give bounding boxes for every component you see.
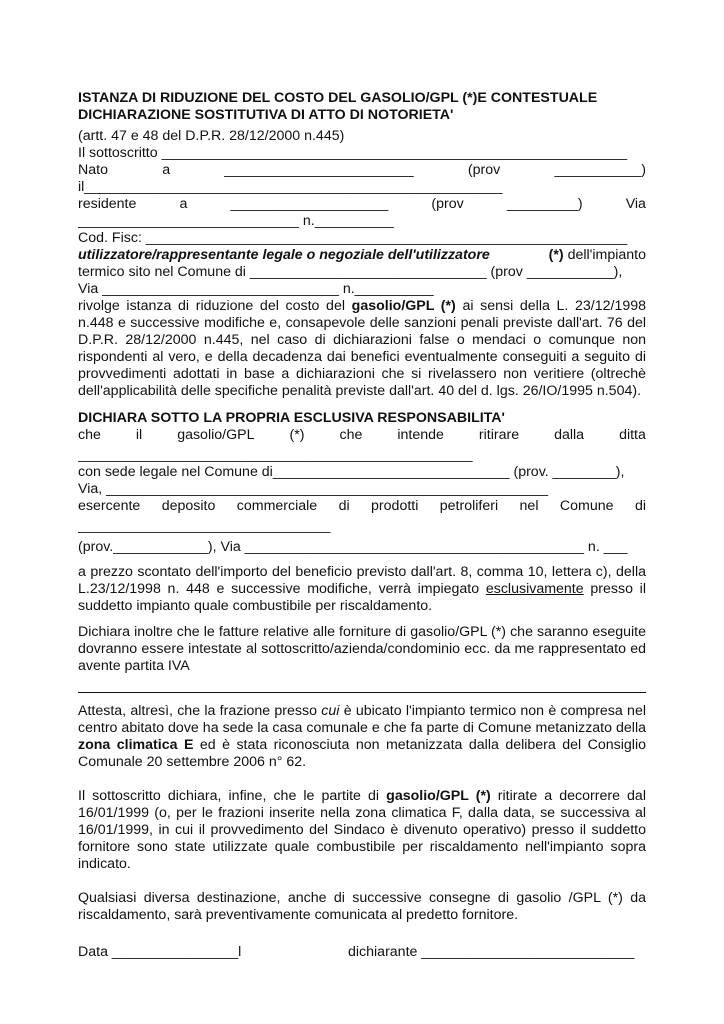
fatture-paragraph: Dichiara inoltre che le fatture relative alle forniture di gasolio/GPL (*) che saranno eseguite dovranno essere intestate al sottoscritto/azienda/condominio ecc. da me rappresentato ed avente partita IVA: [78, 624, 646, 674]
ditta-word: (*): [289, 427, 305, 443]
field-data[interactable]: Data ________________l: [78, 944, 242, 960]
istanza-paragraph: [78, 298, 646, 400]
document-title-line-2: DICHIARAZIONE SOSTITUTIVA DI ATTO DI NOTORIETA': [78, 107, 454, 123]
field-deposito-comune[interactable]: ________________________________: [78, 518, 331, 534]
field-dichiarante[interactable]: dichiarante ___________________________: [348, 944, 635, 960]
attesta-text-3: ed è stata riconosciuta non metanizzata dalla delibera del Consiglio Comunale 20 settembre 2006 n° 62.: [78, 737, 646, 770]
ruolo-text: utilizzatore/rappresentante legale o negoziale dell'utilizzatore: [78, 247, 490, 263]
residente-prov-label: (prov: [431, 196, 464, 212]
ditta-word: intende: [397, 427, 444, 443]
field-via-impianto[interactable]: Via ______________________________ n.__________: [78, 281, 434, 297]
esercente-word: deposito: [161, 498, 216, 514]
esercente-word: nel: [519, 498, 539, 514]
attesta-paragraph: [78, 703, 646, 771]
signature-row: [78, 944, 646, 961]
residente-via-label: Via: [625, 196, 646, 212]
attesta-text-1: Attesta, altresì, che la frazione presso: [78, 703, 317, 719]
ditta-row: [78, 427, 646, 444]
esercente-word: di: [634, 498, 646, 514]
ruolo-asterisk: (*): [548, 247, 564, 263]
esercente-word: petroliferi: [439, 498, 499, 514]
prezzo-text-2: presso il suddetto impianto quale combustibile per riscaldamento.: [78, 581, 646, 614]
attesta-zona: zona climatica E: [78, 737, 194, 753]
field-comune-impianto[interactable]: termico sito nel Comune di ______________________________ (prov ___________),: [78, 264, 623, 280]
document-title-line-1: ISTANZA DI RIDUZIONE DEL COSTO DEL GASOLIO/GPL (*)E CONTESTUALE: [78, 90, 598, 106]
field-ditta-via[interactable]: Via, ________________________________________________________: [78, 481, 548, 497]
esercente-word: Comune: [559, 498, 614, 514]
dichiara-heading: DICHIARA SOTTO LA PROPRIA ESCLUSIVA RESPONSABILITA': [78, 410, 505, 426]
attesta-cui: cui: [321, 703, 340, 719]
ditta-word: che: [339, 427, 363, 443]
istanza-text-2: ai sensi della L. 23/12/1998 n.448 e successive modifiche e, consapevole delle sanzioni penali previste dall'art. 76 del D.P.R. 28/12/2000 n.445, nel caso di dichiarazioni false o mendaci o comunque non rispondenti al vero, e della decadenza dai benefici eventualmente conseguiti a seguito di provvedimenti adottati in base a dichiarazioni che si rivelassero non veritiere (oltrechè dell'applicabilità delle specifiche penalità previste dall'art. 40 del d. lgs. 26/IO/1995 n.504).: [78, 298, 646, 399]
document-page: [78, 90, 646, 961]
sottoscritto-paragraph: [78, 788, 646, 873]
prezzo-underlined: esclusivamente: [485, 581, 584, 597]
nato-prov-blank[interactable]: ___________): [554, 162, 646, 178]
sottoscritto-bold: gasolio/GPL (*): [386, 788, 491, 804]
ditta-word: che: [78, 427, 101, 443]
ditta-word: il: [135, 427, 143, 443]
residente-prov-blank[interactable]: _________): [506, 196, 583, 212]
nato-blank[interactable]: ________________________: [224, 162, 414, 178]
field-partita-iva[interactable]: [78, 675, 646, 693]
sottoscritto-text-2: ritirate a decorrere dal 16/01/1999 (o, per le frazioni inserite nella zona climatica F, dalla data, se successiva al 16/01/1999, in cui il provvedimento del Sindaco è divenuto operativo) presso il suddetto fornitore sono state utilizzate quale combustibile per riscaldamento nell'impianto sopra indicato.: [78, 788, 646, 872]
field-sottoscritto[interactable]: Il sottoscritto ___________________________________________________________: [78, 145, 628, 161]
field-nato-row[interactable]: [78, 162, 646, 179]
field-codice-fiscale[interactable]: Cod. Fisc: _____________________________________________________________: [78, 230, 628, 246]
esercente-row: [78, 498, 646, 515]
legal-reference: (artt. 47 e 48 del D.P.R. 28/12/2000 n.445): [78, 128, 345, 144]
field-il[interactable]: il_____________________________________________________: [78, 179, 503, 195]
ruolo-rest: dell'impianto: [567, 247, 646, 263]
ditta-word: gasolio/GPL: [177, 427, 255, 443]
prezzo-text-1: a prezzo scontato dell'importo del beneficio previsto dall'art. 8, comma 10, lettera c), della L.23/12/1998 n. 448 e successive modifiche, verrà impiegato: [78, 564, 646, 597]
esercente-word: di: [338, 498, 350, 514]
nato-label: Nato: [78, 162, 108, 178]
ruolo-row: [78, 247, 646, 264]
field-ditta-sede[interactable]: con sede legale nel Comune di______________________________ (prov. ________),: [78, 464, 625, 480]
qualsiasi-paragraph: Qualsiasi diversa destinazione, anche di successive consegne di gasolio /GPL (*) da riscaldamento, sarà preventivamente comunicata al predetto fornitore.: [78, 890, 646, 923]
residente-a-label: a: [179, 196, 188, 212]
field-residente-row[interactable]: [78, 196, 646, 213]
residente-blank[interactable]: ____________________: [230, 196, 389, 212]
ditta-word: ditta: [619, 427, 646, 443]
residente-label: residente: [78, 196, 137, 212]
istanza-text-1: rivolge istanza di riduzione del costo del: [78, 298, 345, 314]
esercente-word: esercente: [78, 498, 141, 514]
esercente-word: commerciale: [236, 498, 318, 514]
ditta-word: ritirare: [478, 427, 520, 443]
field-via-numero[interactable]: ____________________________ n.__________: [78, 213, 394, 229]
esercente-word: prodotti: [371, 498, 419, 514]
prezzo-paragraph: [78, 564, 646, 615]
istanza-bold: gasolio/GPL (*): [351, 298, 456, 314]
sottoscritto-text-1: Il sottoscritto dichiara, infine, che le partite di: [78, 788, 380, 804]
nato-prov-label: (prov: [467, 162, 501, 178]
field-ditta-nome[interactable]: __________________________________________________: [78, 447, 473, 463]
field-deposito-prov-via[interactable]: (prov.____________), Via ___________________________________________ n. ___: [78, 539, 628, 555]
nato-a-label: a: [162, 162, 171, 178]
attesta-text-2: è ubicato l'impianto termico non è compresa nel centro abitato dove ha sede la casa comunale e che fa parte di Comune metanizzato della: [78, 703, 646, 736]
ditta-word: dalla: [554, 427, 585, 443]
